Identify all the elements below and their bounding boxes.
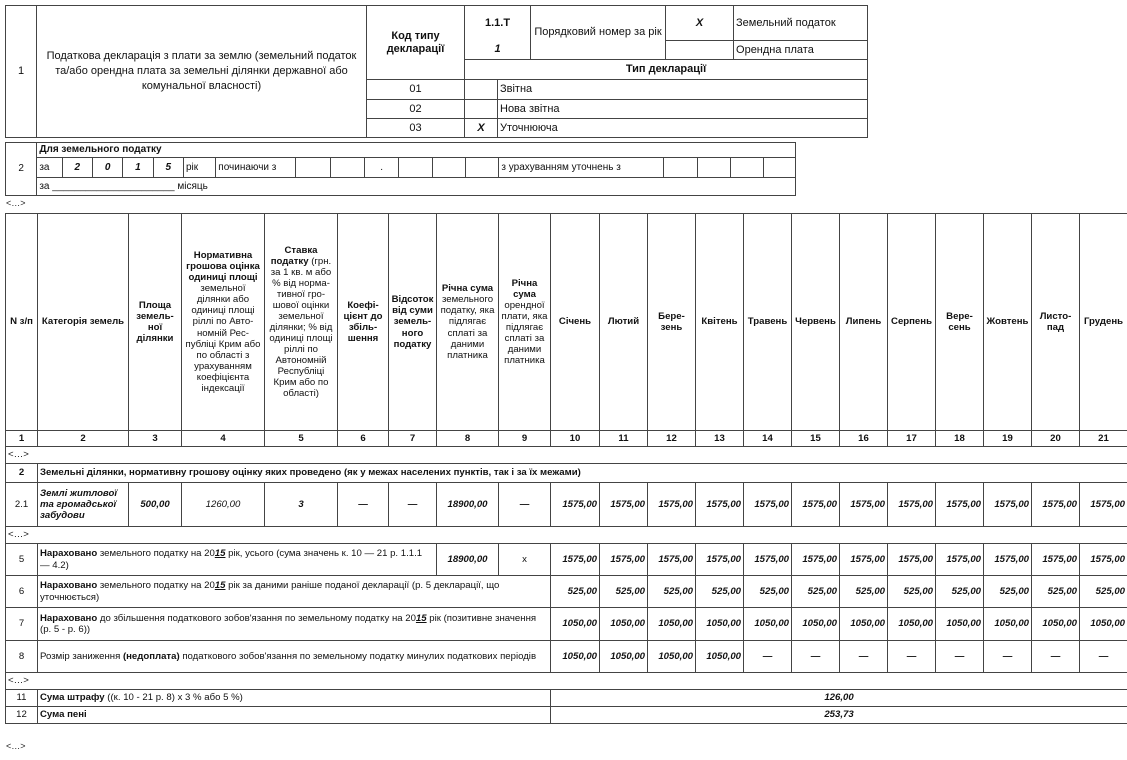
month-value: — [1032, 641, 1080, 673]
month-value: 1575,00 [792, 544, 840, 576]
month-value: 525,00 [648, 576, 696, 608]
month-value: 525,00 [1080, 576, 1127, 608]
month-value: 1050,00 [648, 608, 696, 641]
type-code: 01 [367, 80, 465, 100]
month-value: 1050,00 [600, 608, 648, 641]
col-ngo [182, 214, 265, 431]
month-value: 1575,00 [600, 483, 648, 527]
row-text [38, 608, 551, 641]
month-value: 1050,00 [888, 608, 936, 641]
month-value: 1050,00 [696, 608, 744, 641]
row-text-bold: Сума штрафу [40, 692, 105, 704]
column-number: 14 [744, 431, 792, 447]
col-number: N з/п [6, 214, 38, 431]
col-month: Серпень [888, 214, 936, 431]
month-value: 1575,00 [648, 544, 696, 576]
month-value: 1575,00 [600, 544, 648, 576]
column-number: 21 [1080, 431, 1127, 447]
month-value: 1575,00 [840, 544, 888, 576]
date-cell [432, 158, 465, 178]
month-value: 1050,00 [936, 608, 984, 641]
row-text-part: рік (позитивне значення (р. 5 - р. 6)) [40, 612, 537, 635]
ellipsis: <…> [6, 447, 1127, 464]
type-name: Звітна [498, 80, 868, 100]
fine-amount: 126,00 [551, 690, 1127, 707]
month-value: 1050,00 [600, 641, 648, 673]
table-row [6, 483, 1127, 527]
row-text-part: до збільшення податкового зобов'язання по земельному податку на 20 [97, 612, 416, 624]
col-month: Червень [792, 214, 840, 431]
type-name: Уточнююча [498, 119, 868, 138]
col-month: Липень [840, 214, 888, 431]
month-value: 525,00 [600, 576, 648, 608]
month-value: 1575,00 [696, 483, 744, 527]
page-title: Податкова декларація з плати за землю (земельний податок та/або орендна плата за земельні ділянки державної або комунальної власності) [37, 6, 367, 138]
with-clarifications-label: з урахуванням уточнень з [499, 158, 664, 178]
month-value: 1575,00 [744, 544, 792, 576]
month-value: 1575,00 [840, 483, 888, 527]
year-digit: 0 [92, 158, 122, 178]
col-percent: Відсоток від суми земельного податку [389, 214, 437, 431]
column-number: 1 [6, 431, 38, 447]
rent-label: Орендна плата [734, 41, 868, 60]
month-value: 525,00 [1032, 576, 1080, 608]
row-text-bold: (недоплата) [122, 650, 180, 662]
annual-tax: 18900,00 [437, 544, 499, 576]
type-mark [465, 80, 498, 100]
column-number: 2 [38, 431, 129, 447]
land-category: Землі житлової та громадської забудови [38, 483, 129, 527]
date-cell [296, 158, 330, 178]
tax-rate: 3 [265, 483, 338, 527]
land-ngo: 1260,00 [182, 483, 265, 527]
year-label: рік [183, 158, 215, 178]
row-text-part: податкового зобов'язання по земельному податку минулих податкових періодів [179, 650, 537, 662]
type-code: 02 [367, 100, 465, 119]
month-value: — [792, 641, 840, 673]
col-month: Березень [648, 214, 696, 431]
row-text: Сума пені [38, 707, 551, 724]
type-mark: X [465, 119, 498, 138]
month-line: за ______________________ місяць [37, 178, 796, 196]
col-month: Січень [551, 214, 600, 431]
ellipsis: <…> [6, 741, 26, 751]
ellipsis: <…> [6, 527, 1127, 544]
row-text-part: рік за даними раніше поданої декларації (р. 5 декларації, що уточнюється) [40, 580, 500, 603]
col-annual-tax [437, 214, 499, 431]
land-area: 500,00 [129, 483, 182, 527]
row-number: 2 [6, 464, 38, 483]
month-value: 1575,00 [1032, 544, 1080, 576]
date-cell [697, 158, 730, 178]
month-value: — [936, 641, 984, 673]
row-number: 2.1 [6, 483, 38, 527]
col-month: Грудень [1080, 214, 1127, 431]
row-text: Земельні ділянки, нормативну грошову оцінку яких проведено (як у межах населених пунктів, так і за їх межами) [38, 464, 1127, 483]
ellipsis: <…> [6, 673, 1127, 690]
type-mark [465, 100, 498, 119]
column-number: 5 [265, 431, 338, 447]
row-text-bold: Нараховано [40, 548, 98, 560]
declaration-type-title: Тип декларації [465, 60, 868, 80]
row-text-bold: Нараховано [40, 612, 98, 624]
month-value: 1050,00 [551, 641, 600, 673]
month-value: — [984, 641, 1032, 673]
month-value: 525,00 [792, 576, 840, 608]
col-annual-tax-rest: земельного податку, яка підлягає сплаті за даними платника [440, 294, 495, 361]
month-value: 1575,00 [792, 483, 840, 527]
date-cell [330, 158, 364, 178]
col-annual-tax-bold: Річна сума [441, 283, 494, 295]
table-row [6, 464, 1127, 483]
row-number: 7 [6, 608, 38, 641]
month-value: 1050,00 [1080, 608, 1127, 641]
column-number: 4 [182, 431, 265, 447]
month-value: — [744, 641, 792, 673]
row-number: 12 [6, 707, 38, 724]
land-tax-period [5, 142, 796, 196]
row-year: 15 [415, 612, 427, 624]
col-month: Жовтень [984, 214, 1032, 431]
column-number: 8 [437, 431, 499, 447]
month-value: 1575,00 [1032, 483, 1080, 527]
month-value: 1050,00 [792, 608, 840, 641]
col-rate [265, 214, 338, 431]
table-row [6, 608, 1127, 641]
section-number: 2 [6, 143, 37, 196]
type-name: Нова звітна [498, 100, 868, 119]
month-value: — [1080, 641, 1127, 673]
col-month: Листопад [1032, 214, 1080, 431]
col-ngo-bold: Нормативна грошова оцінка одиниці площі [186, 250, 260, 284]
date-cell [764, 158, 796, 178]
month-value: 1050,00 [984, 608, 1032, 641]
month-value: 525,00 [744, 576, 792, 608]
row-number: 6 [6, 576, 38, 608]
declaration-header [5, 5, 868, 138]
column-number: 20 [1032, 431, 1080, 447]
row-text-bold: Нараховано [40, 580, 98, 592]
col-category: Категорія земель [38, 214, 129, 431]
coefficient: — [338, 483, 389, 527]
date-cell [466, 158, 499, 178]
table-row [6, 690, 1127, 707]
column-number: 10 [551, 431, 600, 447]
column-numbers-row [6, 431, 1127, 447]
month-value: 1050,00 [648, 641, 696, 673]
table-row [6, 544, 1127, 576]
rent-mark [666, 41, 734, 60]
row-text [38, 544, 437, 576]
month-value: 1575,00 [648, 483, 696, 527]
section-title: Для земельного податку [37, 143, 796, 158]
month-value: 1575,00 [984, 483, 1032, 527]
date-dot: . [364, 158, 398, 178]
column-number: 15 [792, 431, 840, 447]
row-text [38, 690, 551, 707]
month-value: 1575,00 [1080, 483, 1127, 527]
month-value: 1575,00 [1080, 544, 1127, 576]
col-coefficient: Коефіцієнт до збільшення [338, 214, 389, 431]
row-text-part: ((к. 10 - 21 р. 8) х 3 % або 5 %) [104, 692, 243, 704]
year-digit: 5 [153, 158, 183, 178]
code-type-value: 1.1.Т [465, 6, 531, 41]
row-number: 8 [6, 641, 38, 673]
month-value: 1050,00 [696, 641, 744, 673]
starting-label: починаючи з [216, 158, 296, 178]
row-year: 15 [214, 580, 226, 592]
row-text-part: Розмір заниження [40, 650, 123, 662]
month-value: 525,00 [888, 576, 936, 608]
column-number: 18 [936, 431, 984, 447]
annual-tax: 18900,00 [437, 483, 499, 527]
month-value: 525,00 [984, 576, 1032, 608]
month-value: — [840, 641, 888, 673]
land-tax-mark: X [666, 6, 734, 41]
col-month: Вересень [936, 214, 984, 431]
row-text-part: рік, усього (сума значень к. 10 — 21 р. 1.1.1 — 4.2) [40, 548, 423, 571]
percent: — [389, 483, 437, 527]
col-rate-rest: (грн. за 1 кв. м або % від нормативної грошової оцінки земельної ділянки; % від одиниці площі ріллі по Автономній Республіці Крим або по області) [269, 255, 333, 400]
month-value: 1575,00 [696, 544, 744, 576]
serial-number-label: Порядковий номер за рік [531, 6, 666, 60]
col-month: Лютий [600, 214, 648, 431]
land-tax-label: Земельний податок [734, 6, 868, 41]
date-cell [399, 158, 432, 178]
type-code: 03 [367, 119, 465, 138]
col-annual-rent-rest: орендної плати, яка підлягає сплаті за даними платника [501, 299, 548, 367]
year-digit: 1 [123, 158, 153, 178]
column-number: 3 [129, 431, 182, 447]
month-value: 1575,00 [984, 544, 1032, 576]
annual-rent: х [499, 544, 551, 576]
month-value: 1575,00 [744, 483, 792, 527]
row-number: 1 [6, 6, 37, 138]
month-value: 1575,00 [936, 544, 984, 576]
main-table [5, 213, 1127, 724]
month-value: — [888, 641, 936, 673]
month-value: 1575,00 [888, 544, 936, 576]
serial-number-value: 1 [465, 41, 531, 60]
month-value: 1575,00 [551, 483, 600, 527]
column-number: 12 [648, 431, 696, 447]
column-number: 13 [696, 431, 744, 447]
column-number: 16 [840, 431, 888, 447]
for-label: за [37, 158, 62, 178]
row-year: 15 [214, 548, 226, 560]
month-value: 525,00 [840, 576, 888, 608]
column-number: 9 [499, 431, 551, 447]
year-digit: 2 [62, 158, 92, 178]
col-month: Травень [744, 214, 792, 431]
month-value: 1050,00 [1032, 608, 1080, 641]
date-cell [730, 158, 763, 178]
row-number: 11 [6, 690, 38, 707]
table-header [6, 214, 1127, 431]
col-annual-rent [499, 214, 551, 431]
ellipsis: <…> [6, 198, 26, 208]
month-value: 1575,00 [551, 544, 600, 576]
col-rate-bold: Ставка податку [270, 244, 318, 267]
table-row [6, 707, 1127, 724]
row-text-part: земельного податку на 20 [97, 580, 215, 592]
annual-rent: — [499, 483, 551, 527]
month-value: 1575,00 [888, 483, 936, 527]
column-number: 11 [600, 431, 648, 447]
month-value: 1050,00 [840, 608, 888, 641]
penalty-amount: 253,73 [551, 707, 1127, 724]
month-value: 525,00 [936, 576, 984, 608]
col-area: Площа земельної ділянки [129, 214, 182, 431]
month-value: 1050,00 [551, 608, 600, 641]
date-cell [664, 158, 697, 178]
table-row [6, 576, 1127, 608]
row-text [38, 641, 551, 673]
month-value: 1050,00 [744, 608, 792, 641]
table-row [6, 641, 1127, 673]
col-annual-rent-bold: Річна сума [511, 277, 538, 300]
col-month: Квітень [696, 214, 744, 431]
row-text-part: земельного податку на 20 [97, 548, 215, 560]
column-number: 7 [389, 431, 437, 447]
column-number: 6 [338, 431, 389, 447]
month-value: 525,00 [696, 576, 744, 608]
month-value: 1575,00 [936, 483, 984, 527]
column-number: 19 [984, 431, 1032, 447]
month-value: 525,00 [551, 576, 600, 608]
row-text [38, 576, 551, 608]
col-ngo-rest: земельної ділянки або одиниці площі ріллі по Автономній Республіці Крим або по області з урахуванням коефіцієнта індексації [185, 283, 261, 394]
column-number: 17 [888, 431, 936, 447]
row-number: 5 [6, 544, 38, 576]
code-type-label: Код типу декларації [367, 6, 465, 80]
